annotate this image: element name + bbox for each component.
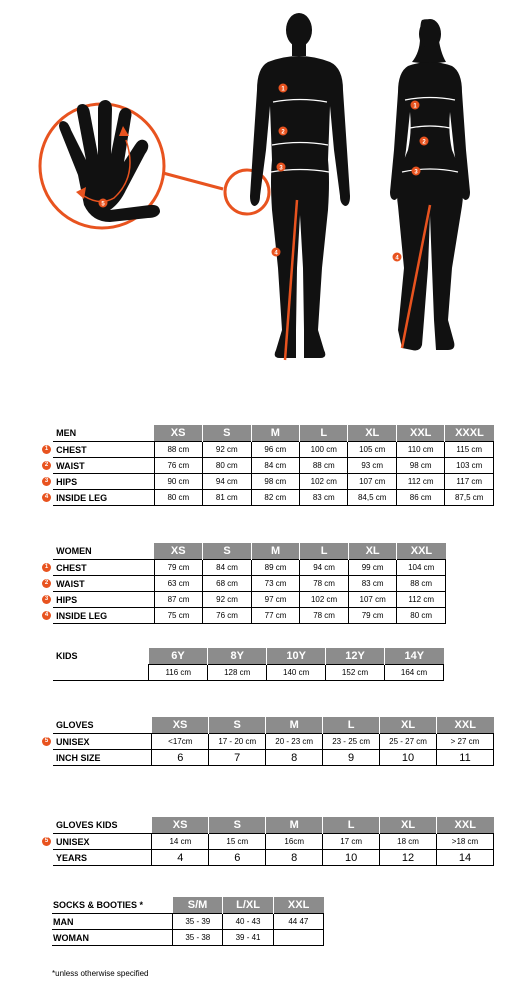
size-header: XXL [397, 543, 446, 560]
svg-text:3: 3 [279, 165, 283, 172]
cell: 105 cm [348, 442, 396, 458]
cell: 14 cm [152, 834, 209, 850]
size-header: L [323, 817, 380, 834]
cell: 78 cm [300, 608, 349, 624]
cell: 100 cm [300, 442, 348, 458]
row-label: YEARS [53, 850, 152, 866]
cell: 80 cm [154, 490, 202, 506]
cell: 44 47 [273, 914, 323, 930]
size-header: XXL [437, 817, 494, 834]
row-label: UNISEX [53, 834, 152, 850]
gloves-kids-title: GLOVES KIDS [53, 817, 152, 834]
cell: 99 cm [348, 560, 397, 576]
row-label: WAIST [53, 458, 154, 474]
cell [273, 930, 323, 946]
cell: 18 cm [380, 834, 437, 850]
women-size-table [42, 543, 446, 624]
female-figure [390, 19, 470, 350]
cell: 96 cm [251, 442, 299, 458]
cell: 115 cm [445, 442, 494, 458]
cell: 35 - 38 [173, 930, 223, 946]
women-title: WOMEN [53, 543, 154, 560]
table-row [42, 592, 446, 608]
size-header: XL [348, 543, 397, 560]
cell: 6 [209, 850, 266, 866]
cell: 8 [266, 850, 323, 866]
table-row [42, 734, 494, 750]
table-row [42, 442, 494, 458]
cell: 88 cm [154, 442, 202, 458]
cell: 84 cm [203, 560, 252, 576]
size-header: XS [154, 425, 202, 442]
cell: 68 cm [203, 576, 252, 592]
men-size-table [42, 425, 494, 506]
row-label: HIPS [53, 474, 154, 490]
cell: 83 cm [300, 490, 348, 506]
cell: 93 cm [348, 458, 396, 474]
cell: 6 [152, 750, 209, 766]
cell: 76 cm [203, 608, 252, 624]
cell: <17cm [152, 734, 209, 750]
svg-text:2: 2 [422, 139, 426, 146]
size-header: XXL [273, 897, 323, 914]
cell: 12 [380, 850, 437, 866]
cell: 107 cm [348, 474, 396, 490]
cell: 117 cm [445, 474, 494, 490]
cell: 16cm [266, 834, 323, 850]
gloves-size-table [42, 717, 494, 766]
row-label: INSIDE LEG [53, 490, 154, 506]
cell: 4 [152, 850, 209, 866]
size-header: 10Y [267, 648, 326, 665]
size-header: S [209, 817, 266, 834]
size-header: S [209, 717, 266, 734]
table-row [42, 834, 494, 850]
size-header: M [266, 717, 323, 734]
table-row [42, 458, 494, 474]
size-header: L [300, 543, 349, 560]
cell: 92 cm [203, 442, 251, 458]
cell: 23 - 25 cm [323, 734, 380, 750]
cell: 107 cm [348, 592, 397, 608]
size-header: S [203, 543, 252, 560]
cell: 92 cm [203, 592, 252, 608]
cell: 83 cm [348, 576, 397, 592]
male-figure [250, 13, 350, 358]
cell: 110 cm [396, 442, 444, 458]
badge-3: 3 [42, 477, 51, 486]
cell: 112 cm [397, 592, 446, 608]
socks-title: SOCKS & BOOTIES * [52, 897, 173, 914]
table-row [42, 474, 494, 490]
cell: 17 cm [323, 834, 380, 850]
table-row [42, 608, 446, 624]
size-header: XS [154, 543, 203, 560]
cell: 97 cm [251, 592, 300, 608]
cell: > 27 cm [437, 734, 494, 750]
badge-2: 2 [42, 461, 51, 470]
table-row [42, 750, 494, 766]
svg-text:4: 4 [274, 250, 278, 257]
row-label: WOMAN [52, 930, 173, 946]
cell: 90 cm [154, 474, 202, 490]
cell: 112 cm [396, 474, 444, 490]
kids-title: KIDS [55, 651, 78, 662]
cell: 116 cm [149, 665, 208, 681]
cell: 20 - 23 cm [266, 734, 323, 750]
cell: 103 cm [445, 458, 494, 474]
svg-text:1: 1 [281, 86, 285, 93]
table-row [42, 490, 494, 506]
cell: 87,5 cm [445, 490, 494, 506]
cell: 102 cm [300, 592, 349, 608]
size-header: XL [348, 425, 396, 442]
cell: 25 - 27 cm [380, 734, 437, 750]
cell: 84 cm [251, 458, 299, 474]
size-header: M [266, 817, 323, 834]
size-header: XXXL [445, 425, 494, 442]
row-label: WAIST [53, 576, 154, 592]
cell: 17 - 20 cm [209, 734, 266, 750]
cell: 79 cm [348, 608, 397, 624]
cell: 11 [437, 750, 494, 766]
size-header: 14Y [385, 648, 444, 665]
cell: 88 cm [300, 458, 348, 474]
cell: 80 cm [203, 458, 251, 474]
cell: 84,5 cm [348, 490, 396, 506]
cell: 102 cm [300, 474, 348, 490]
size-header: 12Y [326, 648, 385, 665]
size-header: XXL [396, 425, 444, 442]
size-header: S [203, 425, 251, 442]
cell: 128 cm [208, 665, 267, 681]
men-title: MEN [53, 425, 154, 442]
gloves-title: GLOVES [53, 717, 152, 734]
size-header: 6Y [149, 648, 208, 665]
table-row [52, 914, 324, 930]
cell: 98 cm [396, 458, 444, 474]
cell: 63 cm [154, 576, 203, 592]
cell: 73 cm [251, 576, 300, 592]
cell: >18 cm [437, 834, 494, 850]
cell: 81 cm [203, 490, 251, 506]
row-label: CHEST [53, 560, 154, 576]
row-label: INSIDE LEG [53, 608, 154, 624]
cell: 94 cm [203, 474, 251, 490]
cell: 40 - 43 [223, 914, 273, 930]
table-row [42, 560, 446, 576]
size-header: XXL [437, 717, 494, 734]
cell: 8 [266, 750, 323, 766]
svg-text:2: 2 [281, 129, 285, 136]
cell: 82 cm [251, 490, 299, 506]
row-label: CHEST [53, 442, 154, 458]
badge-3: 3 [42, 595, 51, 604]
size-header: L [300, 425, 348, 442]
cell: 14 [437, 850, 494, 866]
badge-4: 4 [42, 493, 51, 502]
size-header: XS [152, 717, 209, 734]
row-label: MAN [52, 914, 173, 930]
cell: 39 - 41 [223, 930, 273, 946]
badge-1: 1 [42, 563, 51, 572]
kids-size-table [42, 648, 444, 681]
badge-2: 2 [42, 579, 51, 588]
table-row [42, 850, 494, 866]
cell: 9 [323, 750, 380, 766]
size-header: L/XL [223, 897, 273, 914]
cell: 10 [323, 850, 380, 866]
size-header: M [251, 543, 300, 560]
badge-1: 1 [42, 445, 51, 454]
table-row [42, 576, 446, 592]
cell: 152 cm [326, 665, 385, 681]
size-header: L [323, 717, 380, 734]
cell: 86 cm [396, 490, 444, 506]
row-label: INCH SIZE [53, 750, 152, 766]
svg-text:3: 3 [414, 169, 418, 176]
cell: 80 cm [397, 608, 446, 624]
cell: 89 cm [251, 560, 300, 576]
cell: 77 cm [251, 608, 300, 624]
cell: 87 cm [154, 592, 203, 608]
badge-4: 4 [42, 611, 51, 620]
cell: 140 cm [267, 665, 326, 681]
size-header: 8Y [208, 648, 267, 665]
svg-text:4: 4 [395, 255, 399, 262]
gloves-kids-size-table [42, 817, 494, 866]
hand-magnifier [40, 100, 164, 228]
badge-5: 5 [42, 737, 51, 746]
cell: 75 cm [154, 608, 203, 624]
socks-size-table [52, 897, 324, 946]
cell: 76 cm [154, 458, 202, 474]
cell: 10 [380, 750, 437, 766]
cell: 79 cm [154, 560, 203, 576]
badge-5: 5 [42, 837, 51, 846]
size-header: XL [380, 717, 437, 734]
svg-text:1: 1 [413, 103, 417, 110]
row-label: HIPS [53, 592, 154, 608]
size-header: S/M [173, 897, 223, 914]
size-header: XL [380, 817, 437, 834]
cell: 88 cm [397, 576, 446, 592]
badge-5-text: 5 [101, 201, 105, 208]
cell: 98 cm [251, 474, 299, 490]
table-row [52, 930, 324, 946]
footnote: *unless otherwise specified [52, 969, 149, 978]
cell: 78 cm [300, 576, 349, 592]
body-measurement-illustration [0, 0, 532, 400]
size-header: M [251, 425, 299, 442]
cell: 15 cm [209, 834, 266, 850]
cell: 164 cm [385, 665, 444, 681]
size-header: XS [152, 817, 209, 834]
cell: 104 cm [397, 560, 446, 576]
cell: 94 cm [300, 560, 349, 576]
cell: 7 [209, 750, 266, 766]
table-row [42, 665, 444, 681]
cell: 35 - 39 [173, 914, 223, 930]
row-label: UNISEX [53, 734, 152, 750]
